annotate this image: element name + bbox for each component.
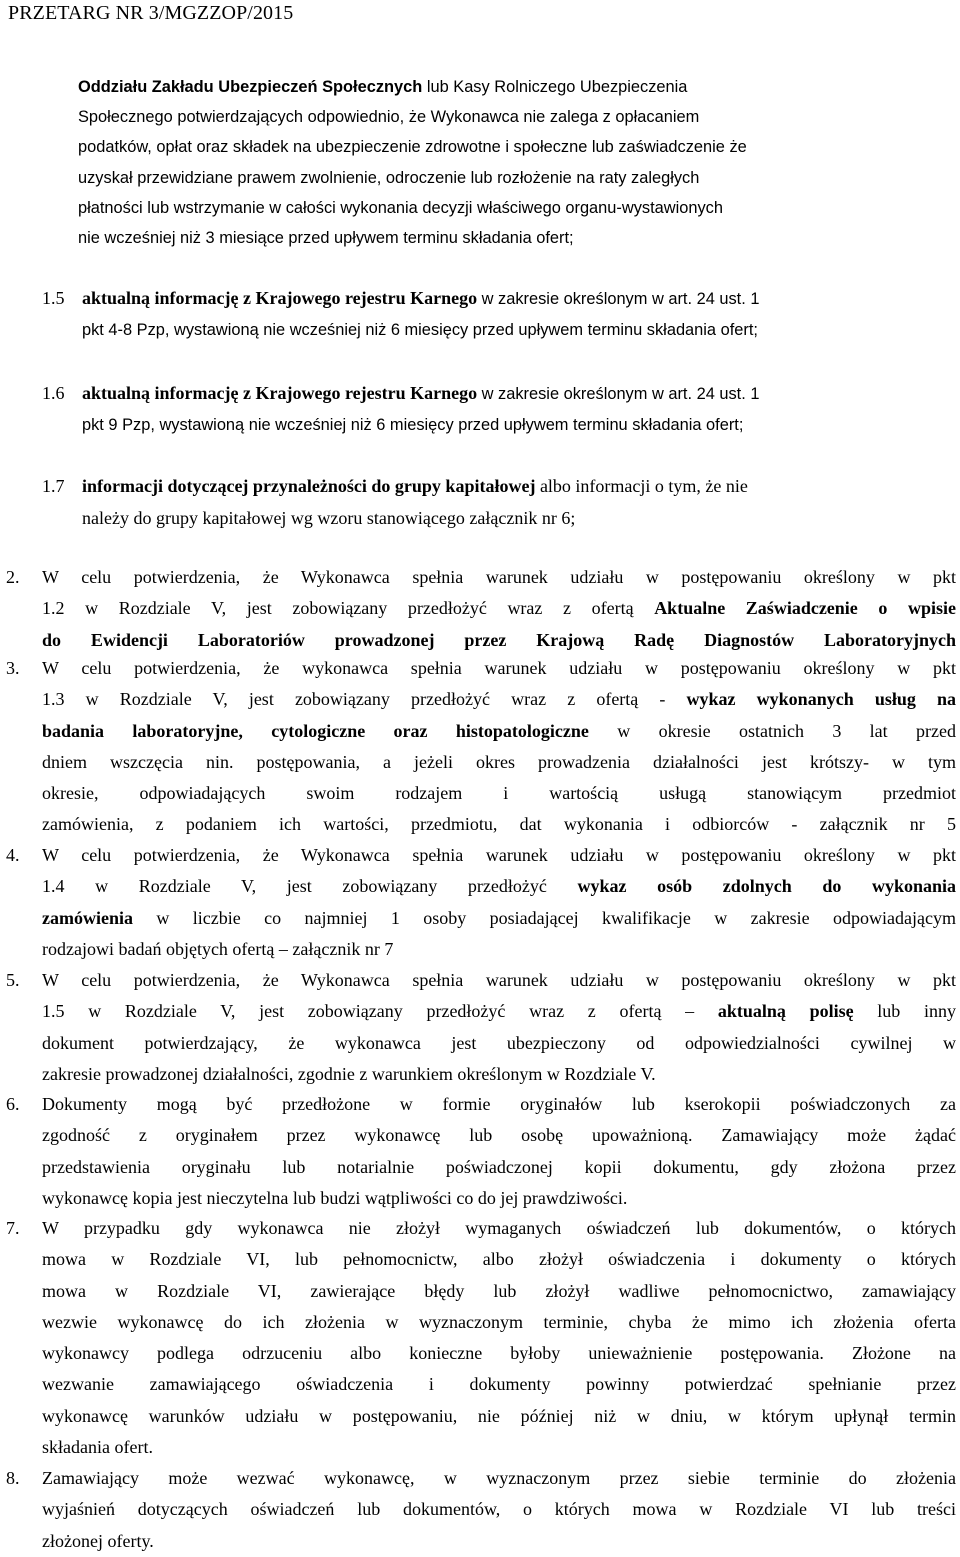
paragraph-line: wykonawcy podlega odrzuceniu albo konieczne byłoby unieważnienie postępowania. Złożone na — [42, 1343, 956, 1364]
item-bold: informacji dotyczącej przynależności do grupy kapitałowej — [82, 476, 536, 496]
text-run: lub inny — [853, 1001, 956, 1022]
paragraph-line: Dokumenty mogą być przedłożone w formie oryginałów lub kserokopii poświadczonych za — [42, 1094, 956, 1114]
paragraph-number: 5. — [6, 970, 20, 990]
paragraph-line: W przypadku gdy wykonawca nie złożył wymaganych oświadczeń lub dokumentów, o których — [42, 1218, 956, 1238]
paragraph-line: Zamawiający może wezwać wykonawcę, w wyznaczonym przez siebie terminie do złożenia — [42, 1468, 956, 1488]
paragraph-line: wezwanie zamawiającego oświadczenia i dokumenty powinny potwierdzać spełnianie przez — [42, 1374, 956, 1395]
intro-bold: Oddziału Zakładu Ubezpieczeń Społecznych — [78, 78, 423, 96]
bold-run: do Ewidencji Laboratoriów prowadzonej przez Krajową Radę Diagnostów Laboratoryjnych — [42, 629, 956, 650]
paragraph-line: mowa w Rozdziale VI, zawierające błędy lub złożył wadliwe pełnomocnictwo, zamawiający — [42, 1280, 956, 1301]
paragraph-body — [42, 653, 956, 841]
item-line-2: należy do grupy kapitałowej wg wzoru stanowiącego załącznik nr 6; — [82, 508, 576, 528]
paragraph-number: 3. — [6, 658, 20, 678]
item-number: 1.5 — [42, 288, 65, 308]
paragraph-line: przedstawienia oryginału lub notarialnie poświadczonej kopii dokumentu, gdy złożona przez — [42, 1156, 956, 1177]
paragraph-line: W celu potwierdzenia, że Wykonawca spełnia warunek udziału w postępowaniu określony w pkt — [42, 845, 956, 865]
text-run: 1.2 w Rozdziale V, jest zobowiązany przedłożyć wraz z ofertą — [42, 598, 655, 619]
bold-run: zamówienia — [42, 907, 133, 928]
paragraph-body — [42, 1089, 956, 1214]
item-number: 1.7 — [42, 476, 65, 496]
paragraph-line: wezwie wykonawcę do ich złożenia w wyznaczonym terminie, chyba że mimo ich złożenia oferta — [42, 1311, 956, 1332]
item-text: w zakresie określonym w art. 24 ust. 1 — [477, 290, 760, 308]
paragraph-line: złożonej oferty. — [42, 1530, 154, 1551]
paragraph-number: 6. — [6, 1094, 20, 1114]
item-line-1 — [82, 286, 759, 311]
paragraph-number: 2. — [6, 567, 20, 587]
paragraph-line: W celu potwierdzenia, że Wykonawca spełnia warunek udziału w postępowaniu określony w pkt — [42, 970, 956, 990]
item-number: 1.6 — [42, 383, 65, 403]
paragraph-line — [42, 593, 956, 624]
paragraph-body — [42, 965, 956, 1090]
paragraph-line: zgodność z oryginałem przez wykonawcę lub osobę upoważnioną. Zamawiający może żądać — [42, 1125, 956, 1146]
item-bold: aktualną informację z Krajowego rejestru Karnego — [82, 383, 478, 403]
document-header: PRZETARG NR 3/MGZZOP/2015 — [8, 2, 294, 24]
bold-run: aktualną polisę — [717, 1001, 854, 1022]
paragraph-line — [42, 716, 956, 747]
paragraph-number: 7. — [6, 1218, 20, 1238]
paragraph-line — [42, 625, 956, 656]
paragraph-body — [42, 562, 956, 656]
text-run: 1.5 w Rozdziale V, jest zobowiązany przedłożyć wraz z ofertą – — [42, 1001, 718, 1022]
paragraph-line — [42, 684, 956, 715]
intro-line-6: nie wcześniej niż 3 miesiące przed upływem terminu składania ofert; — [78, 229, 574, 247]
paragraph-line: okresie, odpowiadających swoim rodzajem i wartością usługą stanowiącym przedmiot — [42, 783, 956, 804]
item-line-2: pkt 9 Pzp, wystawioną nie wcześniej niż 6 miesięcy przed upływem terminu składania ofert; — [82, 416, 744, 434]
intro-line-2: Społecznego potwierdzających odpowiednio, że Wykonawca nie zalega z opłacaniem — [78, 108, 700, 126]
bold-run: badania laboratoryjne, cytologiczne oraz histopatologiczne — [42, 720, 589, 741]
text-run: 1.4 w Rozdziale V, jest zobowiązany przedłożyć — [42, 876, 578, 897]
paragraph-number: 4. — [6, 845, 20, 865]
paragraph-line: dokument potwierdzający, że wykonawca jest ubezpieczony od odpowiedzialności cywilnej w — [42, 1032, 956, 1053]
bold-run: wykaz wykonanych usług na — [686, 689, 956, 710]
text-run: 1.3 w Rozdziale V, jest zobowiązany przedłożyć wraz z ofertą - — [42, 689, 687, 710]
paragraph-body — [42, 1213, 956, 1463]
text-run: w liczbie co najmniej 1 osoby posiadającej kwalifikacje w zakresie odpowiadającym — [132, 907, 956, 928]
intro-line-1 — [78, 72, 687, 102]
paragraph-line: składania ofert. — [42, 1437, 153, 1458]
paragraph-line: W celu potwierdzenia, że Wykonawca spełnia warunek udziału w postępowaniu określony w pkt — [42, 567, 956, 587]
paragraph-number: 8. — [6, 1468, 20, 1488]
paragraph-line: rodzajowi badań objętych ofertą – załącznik nr 7 — [42, 938, 394, 959]
intro-line-5: płatności lub wstrzymanie w całości wykonania decyzji właściwego organu-wystawionych — [78, 199, 723, 217]
paragraph-line: wykonawcę warunków udziału w postępowaniu, nie później niż w dniu, w którym upłynął termin — [42, 1405, 956, 1426]
paragraph-line — [42, 903, 956, 934]
intro-line-3: podatków, opłat oraz składek na ubezpieczenie zdrowotne i społeczne lub zaświadczenie że — [78, 138, 747, 156]
paragraph-line: mowa w Rozdziale VI, lub pełnomocnictw, albo złożył oświadczenia i dokumenty o których — [42, 1249, 956, 1270]
paragraph-body — [42, 1463, 956, 1557]
paragraph-line: dniem wszczęcia nin. postępowania, a jeżeli okres prowadzenia działalności jest krótszy- w tym — [42, 751, 956, 772]
intro-line-4: uzyskał przewidziane prawem zwolnienie, odroczenie lub rozłożenie na raty zaległych — [78, 169, 700, 187]
paragraph-line: W celu potwierdzenia, że wykonawca spełnia warunek udziału w postępowaniu określony w pkt — [42, 658, 956, 678]
paragraph-line: wyjaśnień dotyczących oświadczeń lub dokumentów, o których mowa w Rozdziale VI lub treści — [42, 1499, 956, 1520]
paragraph-body — [42, 840, 956, 965]
paragraph-line — [42, 871, 956, 902]
intro-text: lub Kasy Rolniczego Ubezpieczenia — [422, 78, 688, 96]
item-bold: aktualną informację z Krajowego rejestru Karnego — [82, 288, 478, 308]
bold-run: Aktualne Zaświadczenie o wpisie — [654, 598, 956, 619]
item-line-1 — [82, 381, 759, 406]
item-line-2: pkt 4-8 Pzp, wystawioną nie wcześniej niż 6 miesięcy przed upływem terminu składania ofert; — [82, 321, 758, 339]
paragraph-line: wykonawcę kopia jest nieczytelna lub budzi wątpliwości co do jej prawdziwości. — [42, 1187, 628, 1208]
paragraph-line: zamówienia, z podaniem ich wartości, przedmiotu, dat wykonania i odbiorców - załącznik nr 5 — [42, 814, 956, 835]
item-line-1 — [82, 474, 748, 498]
paragraph-line: zakresie prowadzonej działalności, zgodnie z warunkiem określonym w Rozdziale V. — [42, 1063, 656, 1084]
text-run: w okresie ostatnich 3 lat przed — [588, 720, 956, 741]
item-text: w zakresie określonym w art. 24 ust. 1 — [477, 385, 760, 403]
paragraph-line — [42, 996, 956, 1027]
bold-run: wykaz osób zdolnych do wykonania — [577, 876, 956, 897]
item-text: albo informacji o tym, że nie — [535, 476, 748, 496]
